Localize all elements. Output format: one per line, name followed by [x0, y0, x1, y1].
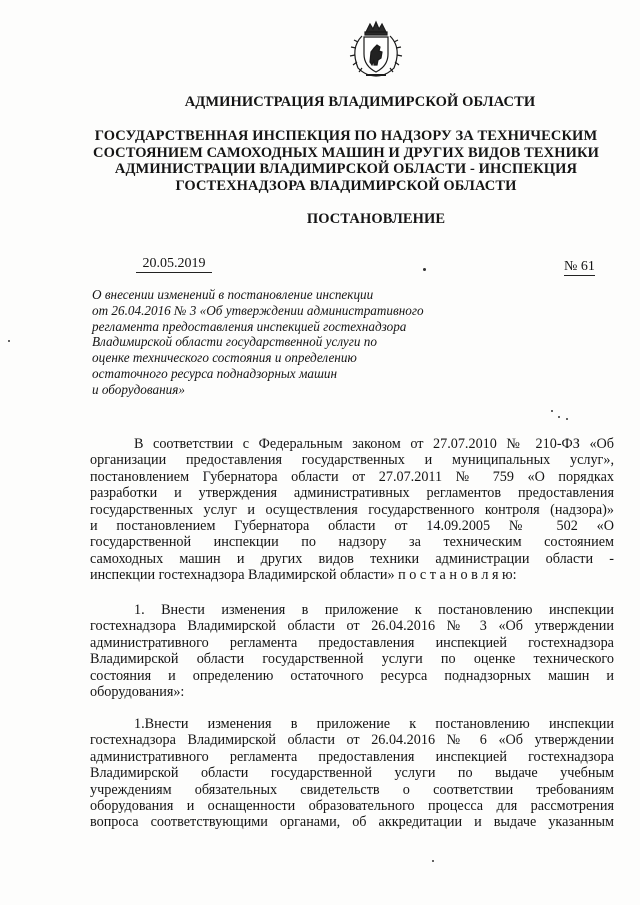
paragraph-line: государственной инспекции по надзору за техническим состоянием — [90, 534, 614, 551]
paragraph-line: оборудования»: — [90, 684, 185, 701]
scan-speck — [432, 860, 434, 862]
subject-line: О внесении изменений в постановление инспекции — [92, 287, 374, 302]
paragraph-line: постановлением Губернатора области от 27.07.2011 № 759 «О порядках — [90, 468, 614, 485]
paragraph-line: вопроса соответствующими органами, об аккредитации и выдаче указанным — [90, 814, 614, 831]
subject-line: регламента предоставления инспекцией гостехнадзора — [92, 318, 407, 334]
scan-speck — [423, 268, 426, 271]
scan-speck — [566, 418, 568, 420]
paragraph-line: разработки и утверждения административных регламентов предоставления — [90, 485, 614, 502]
paragraph-line: В соответствии с Федеральным законом от 27.07.2010 № 210-ФЗ «Об — [134, 436, 614, 452]
document-number: № 61 — [564, 259, 595, 274]
paragraph-line: учреждениям обязательных свидетельств о соответствии требованиям — [90, 781, 614, 798]
paragraph-line: гостехнадзора Владимирской области от 26.04.2016 № 3 «Об утверждении — [90, 618, 614, 635]
inspection-title-line: СОСТОЯНИЕМ САМОХОДНЫХ МАШИН И ДРУГИХ ВИДОВ ТЕХНИКИ — [93, 144, 599, 161]
paragraph-line: 1. Внести изменения в приложение к постановлению инспекции — [134, 602, 614, 618]
paragraph-line: инспекции гостехнадзора Владимирской области» п о с т а н о в л я ю: — [90, 567, 517, 584]
document-date: 20.05.2019 — [136, 256, 212, 273]
paragraph-line: состояния и определению остаточного ресурса поднадзорных машин и — [90, 667, 614, 684]
item-2-paragraph — [90, 716, 614, 831]
scan-speck — [558, 416, 560, 418]
subject-line: Владимирской области государственной услуги по — [92, 334, 377, 350]
vladimir-region-coat-of-arms-icon — [344, 18, 408, 80]
paragraph-line: государственных услуг и осуществления государственного контроля (надзора)» — [90, 501, 614, 518]
document-type-title: ПОСТАНОВЛЕНИЕ — [306, 211, 446, 227]
preamble-paragraph — [90, 436, 614, 584]
inspection-title-line: ГОСТЕХНАДЗОРА ВЛАДИМИРСКОЙ ОБЛАСТИ — [175, 177, 517, 194]
inspection-title — [26, 128, 640, 194]
paragraph-line: 1.Внести изменения в приложение к постановлению инспекции — [134, 716, 614, 732]
paragraph-line: самоходных машин и других видов техники администрации области - — [90, 550, 614, 567]
paragraph-line: и постановлением Губернатора области от 14.09.2005 № 502 «О — [90, 518, 614, 535]
subject-line: и оборудования» — [92, 381, 185, 397]
administration-title: АДМИНИСТРАЦИЯ ВЛАДИМИРСКОЙ ОБЛАСТИ — [184, 94, 536, 110]
subject-line: от 26.04.2016 № 3 «Об утверждении административного — [92, 302, 424, 318]
item-1-paragraph — [90, 602, 614, 700]
subject-line: остаточного ресурса поднадзорных машин — [92, 365, 338, 381]
paragraph-line: административного регламента предоставления инспекцией гостехнадзора — [90, 634, 614, 651]
paragraph-line: Владимирской области государственной услуги по выдаче учебным — [90, 765, 614, 782]
inspection-title-line: АДМИНИСТРАЦИИ ВЛАДИМИРСКОЙ ОБЛАСТИ - ИНСПЕКЦИЯ — [114, 161, 578, 177]
paragraph-line: Владимирской области государственной услуги по оценке технического — [90, 651, 614, 668]
paragraph-line: административного регламента предоставления инспекцией гостехнадзора — [90, 748, 614, 765]
subject-line: оценке технического состояния и определению — [92, 350, 357, 366]
paragraph-line: оборудования и оснащенности образовательного процесса для рассмотрения — [90, 798, 614, 815]
paragraph-line: гостехнадзора Владимирской области от 26.04.2016 № 6 «Об утверждении — [90, 732, 614, 749]
paragraph-line: организации предоставления государственных и муниципальных услуг», — [90, 452, 614, 469]
inspection-title-line: ГОСУДАРСТВЕННАЯ ИНСПЕКЦИЯ ПО НАДЗОРУ ЗА ТЕХНИЧЕСКИМ — [94, 128, 598, 144]
document-subject — [92, 287, 462, 398]
scan-speck — [551, 410, 553, 412]
scan-speck — [8, 340, 10, 342]
